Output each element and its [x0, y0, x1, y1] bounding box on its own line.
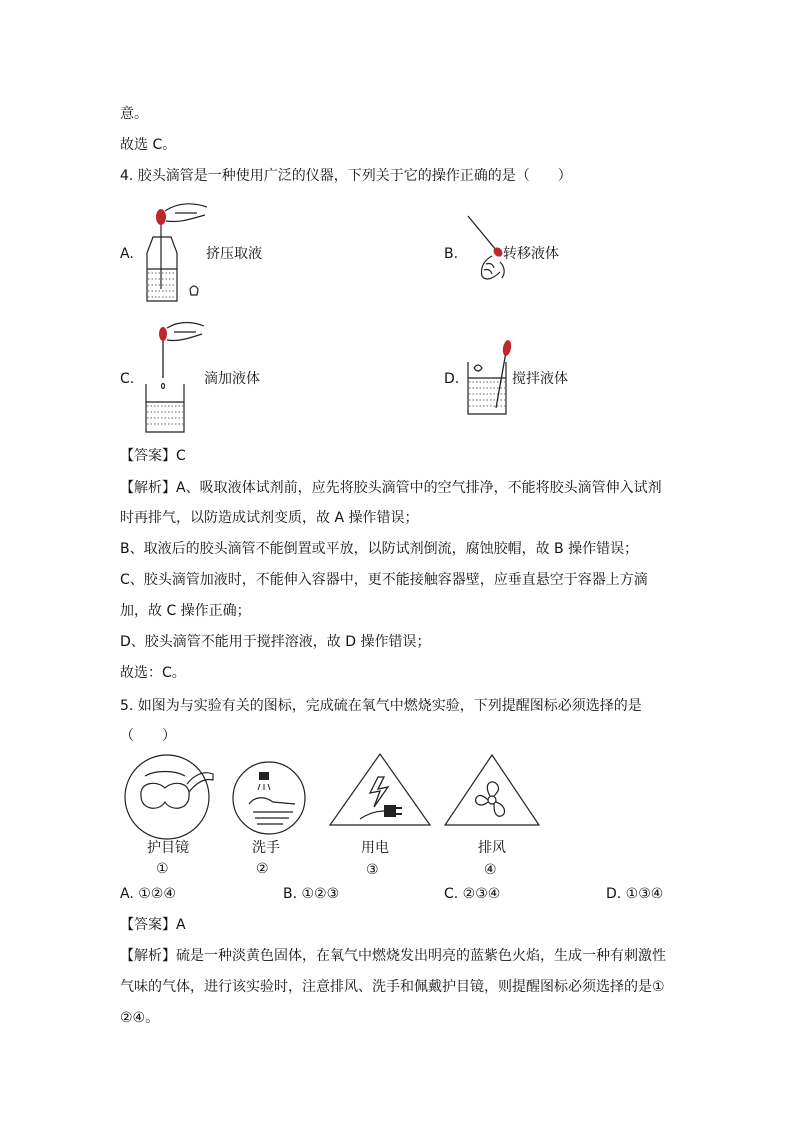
analysis-line: 【解析】硫是一种淡黄色固体，在氧气中燃烧发出明亮的蓝紫色火焰，生成一种有刺激性 — [120, 948, 666, 964]
option-c-letter: C. — [120, 371, 135, 387]
wash-hands-icon — [231, 760, 307, 836]
icon-4-number: ④ — [484, 862, 497, 878]
text-line: 故选 C。 — [120, 137, 177, 153]
icon-2-number: ② — [256, 861, 269, 877]
question-5-bracket: （ ） — [120, 728, 176, 744]
option-c-label: 滴加液体 — [204, 371, 260, 387]
q5-option-b: B. ①②③ — [283, 886, 340, 902]
question-5-stem: 5. 如图为与实验有关的图标，完成硫在氧气中燃烧实验，下列提醒图标必须选择的是 — [120, 698, 642, 714]
q5-option-d: D. ①③④ — [606, 886, 664, 902]
option-d-letter: D. — [444, 371, 460, 387]
analysis-line: C、胶头滴管加液时，不能伸入容器中，更不能接触容器壁，应垂直悬空于容器上方滴 — [120, 572, 648, 588]
icon-3-label: 用电 — [361, 840, 389, 856]
option-d-label: 搅拌液体 — [512, 371, 568, 387]
analysis-line: 【解析】A、吸取液体试剂前，应先将胶头滴管中的空气排净，不能将胶头滴管伸入试剂 — [120, 480, 662, 496]
answer-label: 【答案】C — [120, 448, 186, 464]
icon-1-label: 护目镜 — [147, 840, 189, 856]
analysis-line: D、胶头滴管不能用于搅拌溶液，故 D 操作错误； — [120, 634, 431, 650]
question-4-stem: 4. 胶头滴管是一种使用广泛的仪器，下列关于它的操作正确的是（ ） — [120, 168, 572, 184]
electricity-warning-icon — [326, 751, 434, 829]
icon-1-number: ① — [156, 861, 169, 877]
analysis-line: 故选：C。 — [120, 665, 186, 681]
q5-option-a: A. ①②④ — [120, 886, 176, 902]
answer-label: 【答案】A — [120, 917, 186, 933]
analysis-line: 加，故 C 操作正确； — [120, 603, 251, 619]
analysis-line: 时再排气，以防造成试剂变质，故 A 操作错误； — [120, 510, 419, 526]
option-b-label: 转移液体 — [503, 246, 559, 262]
icon-3-number: ③ — [366, 862, 379, 878]
option-b-letter: B. — [444, 246, 459, 262]
option-a-letter: A. — [120, 246, 134, 262]
analysis-line: B、取液后的胶头滴管不能倒置或平放，以防试剂倒流，腐蚀胶帽，故 B 操作错误； — [120, 541, 639, 557]
icon-2-label: 洗手 — [252, 840, 280, 856]
q5-option-c: C. ②③④ — [444, 886, 501, 902]
icon-4-label: 排风 — [478, 840, 506, 856]
ventilation-fan-icon — [442, 752, 542, 828]
analysis-line: 气味的气体，进行该实验时，注意排风、洗手和佩戴护目镜，则提醒图标必须选择的是① — [120, 979, 665, 995]
text-line: 意。 — [120, 106, 148, 122]
goggles-icon — [121, 752, 217, 842]
analysis-line: ②④。 — [120, 1010, 160, 1026]
option-a-label: 挤压取液 — [206, 246, 262, 262]
